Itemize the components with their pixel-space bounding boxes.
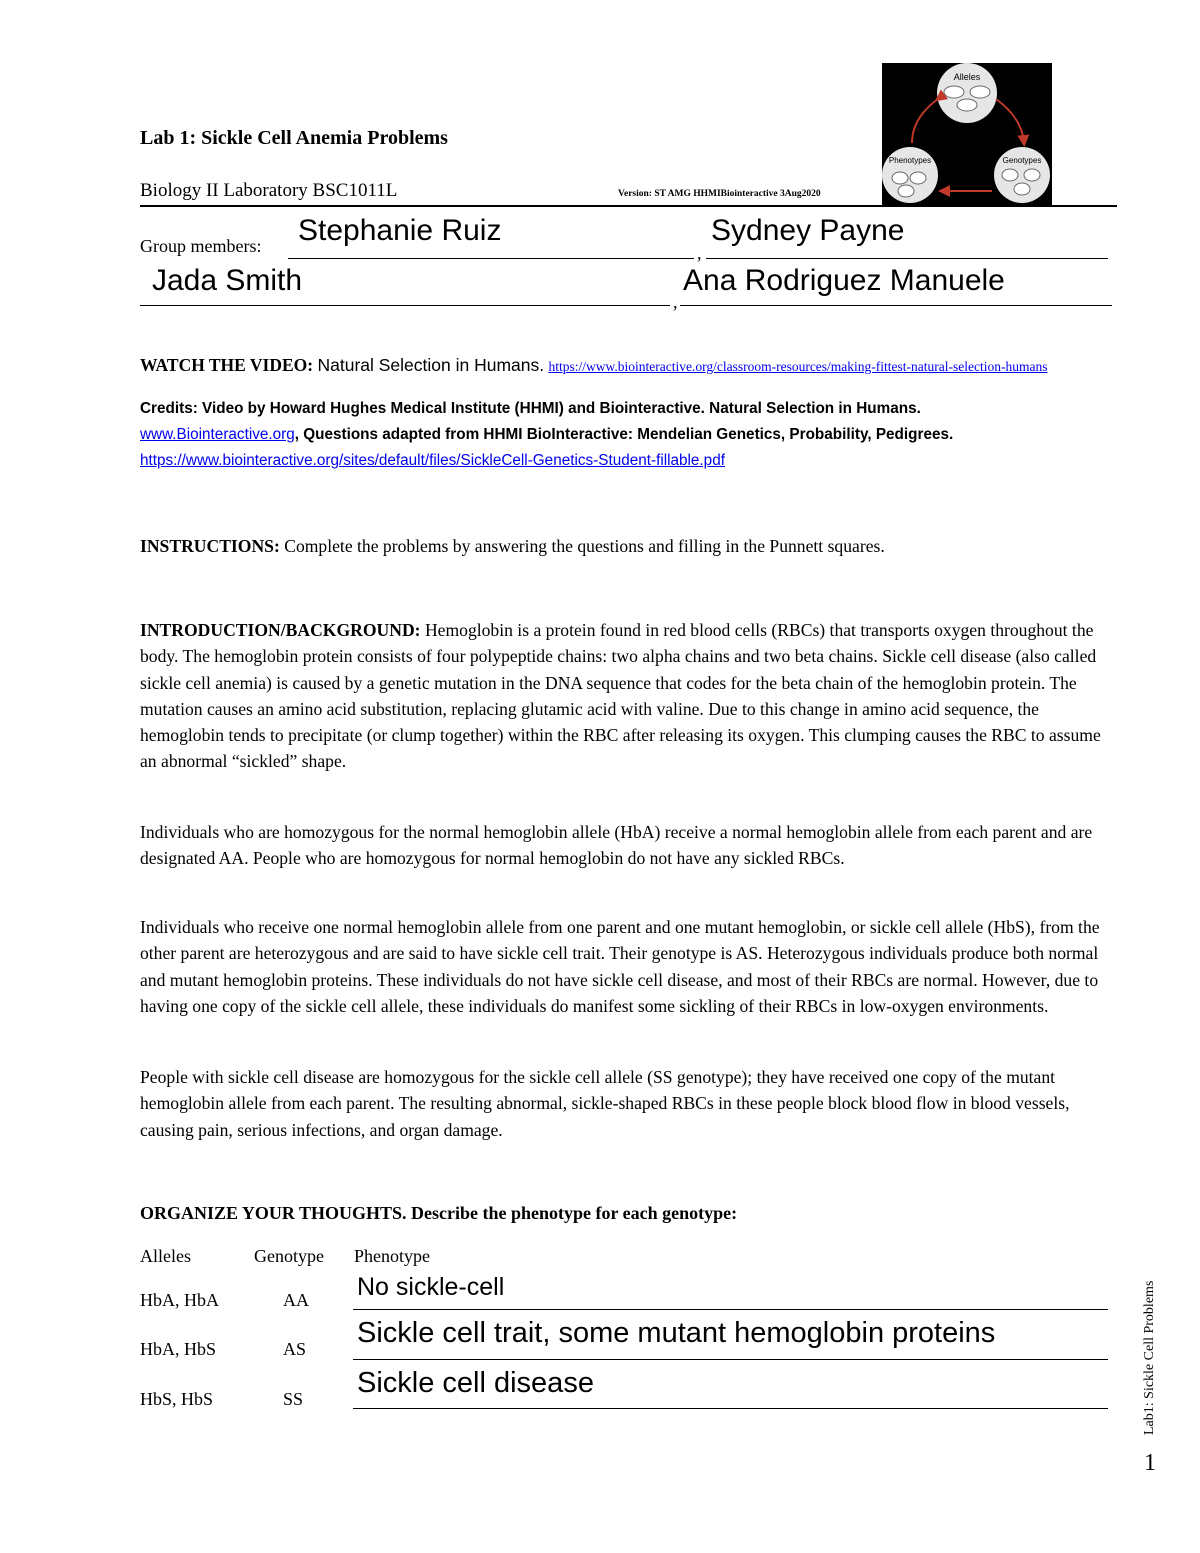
row-1-phenotype[interactable]: No sickle-cell xyxy=(357,1273,505,1301)
organize-heading: ORGANIZE YOUR THOUGHTS. Describe the phenotype for each genotype: xyxy=(140,1203,738,1223)
arrow-icon xyxy=(912,99,938,143)
intro-paragraph-1 xyxy=(140,617,1115,775)
phenotypes-label: Phenotypes xyxy=(888,156,932,165)
member-2-line xyxy=(706,258,1108,259)
group-member-2[interactable]: Sydney Payne xyxy=(711,214,905,247)
side-footer-label: Lab1: Sickle Cell Problems xyxy=(1142,1280,1157,1435)
video-title: Natural Selection in Humans. xyxy=(317,355,545,375)
column-header-genotype: Genotype xyxy=(254,1246,324,1266)
arrow-icon xyxy=(996,99,1024,143)
intro-paragraph-2: Individuals who are homozygous for the normal hemoglobin allele (HbA) receive a normal hemoglobin allele from each parent and are designated AA. People who are homozygous for normal hemoglobin do not have any sickled RBCs. xyxy=(140,822,1093,869)
row-2-answer-line xyxy=(353,1359,1108,1360)
credits-text: Video by Howard Hughes Medical Institute (HHMI) and Biointeractive. Natural Selection in Humans. xyxy=(202,400,921,417)
row-1-genotype: AA xyxy=(283,1290,309,1310)
member-1-line xyxy=(288,258,694,259)
group-member-4[interactable]: Ana Rodriguez Manuele xyxy=(683,264,1005,297)
credits-line-2 xyxy=(140,426,1115,444)
lab-title: Lab 1: Sickle Cell Anemia Problems xyxy=(140,127,448,149)
alleles-label: Alleles xyxy=(953,72,981,82)
watch-video-label: WATCH THE VIDEO: xyxy=(140,355,314,375)
instructions-label: INSTRUCTIONS: xyxy=(140,536,280,556)
row-2-phenotype[interactable]: Sickle cell trait, some mutant hemoglobin proteins xyxy=(357,1317,996,1349)
course-name: Biology II Laboratory BSC1011L xyxy=(140,180,398,201)
instructions xyxy=(140,533,1115,559)
member-4-line xyxy=(680,305,1112,306)
row-3-alleles: HbS, HbS xyxy=(140,1389,214,1409)
row-1-answer-line xyxy=(353,1309,1108,1310)
intro-label: INTRODUCTION/BACKGROUND: xyxy=(140,620,421,640)
group-member-3[interactable]: Jada Smith xyxy=(152,264,303,297)
row-3-genotype: SS xyxy=(283,1389,304,1409)
pdf-line xyxy=(140,452,1115,470)
row-2-genotype: AS xyxy=(283,1339,307,1359)
row-3-answer-line xyxy=(353,1408,1108,1409)
column-header-phenotype: Phenotype xyxy=(354,1246,430,1266)
instructions-text: Complete the problems by answering the questions and filling in the Punnett squares. xyxy=(284,536,885,556)
version-note: Version: ST AMG HHMIBiointeractive 3Aug2020 xyxy=(618,189,821,199)
intro-paragraph-4: People with sickle cell disease are homozygous for the sickle cell allele (SS genotype); they have received one copy of the mutant hemoglobin allele from each parent. The resulting abnormal, sickle-shaped RBCs in these people block blood flow in blood vessels, causing pain, serious infections, and organ damage. xyxy=(140,1067,1070,1140)
column-header-alleles: Alleles xyxy=(140,1246,191,1266)
alleles-genotypes-phenotypes-diagram xyxy=(882,63,1052,207)
credits-line xyxy=(140,400,1115,418)
watch-video-line xyxy=(140,355,1115,377)
page-number: 1 xyxy=(1144,1450,1156,1476)
credits-text-2: , Questions adapted from HHMI BioInteractive: Mendelian Genetics, Probability, Pedigrees. xyxy=(294,426,954,443)
pdf-link[interactable]: https://www.biointeractive.org/sites/default/files/SickleCell-Genetics-Student-fillable.pdf xyxy=(140,452,725,469)
row-2-alleles: HbA, HbS xyxy=(140,1339,217,1359)
video-link[interactable]: https://www.biointeractive.org/classroom-resources/making-fittest-natural-selection-humans xyxy=(548,359,1048,374)
biointeractive-link[interactable]: www.Biointeractive.org xyxy=(140,426,295,443)
separator: , xyxy=(673,292,678,312)
row-3-phenotype[interactable]: Sickle cell disease xyxy=(357,1367,594,1399)
member-3-line xyxy=(140,305,670,306)
credits-label: Credits: xyxy=(140,400,198,417)
group-members-label: Group members: xyxy=(140,236,262,256)
genotypes-label: Genotypes xyxy=(1002,156,1042,165)
cycle-diagram xyxy=(882,63,1052,207)
intro-paragraph-3: Individuals who receive one normal hemoglobin allele from one parent and one mutant hemoglobin, or sickle cell allele (HbS), from the other parent are heterozygous and are said to have sickle cell trait. Their genotype is AS. Heterozygous individuals produce both normal and mutant hemoglobin proteins. These individuals do not have sickle cell disease, and most of their RBCs are normal. However, due to having one copy of the sickle cell allele, these individuals do manifest some sickling of their RBCs in low-oxygen environments. xyxy=(140,917,1100,1016)
intro-text-1: Hemoglobin is a protein found in red blood cells (RBCs) that transports oxygen throughout the body. The hemoglobin protein consists of four polypeptide chains: two alpha chains and two beta chains. Sickle cell disease (also called sickle cell anemia) is caused by a genetic mutation in the DNA sequence that codes for the beta chain of the hemoglobin protein. The mutation causes an amino acid substitution, replacing glutamic acid with valine. Due to this change in amino acid sequence, the hemoglobin tends to precipitate (or clump together) within the RBC after releasing its oxygen. This clumping causes the RBC to assume an abnormal “sickled” shape. xyxy=(140,620,1101,772)
separator: , xyxy=(697,243,702,263)
group-member-1[interactable]: Stephanie Ruiz xyxy=(298,214,502,247)
row-1-alleles: HbA, HbA xyxy=(140,1290,219,1310)
